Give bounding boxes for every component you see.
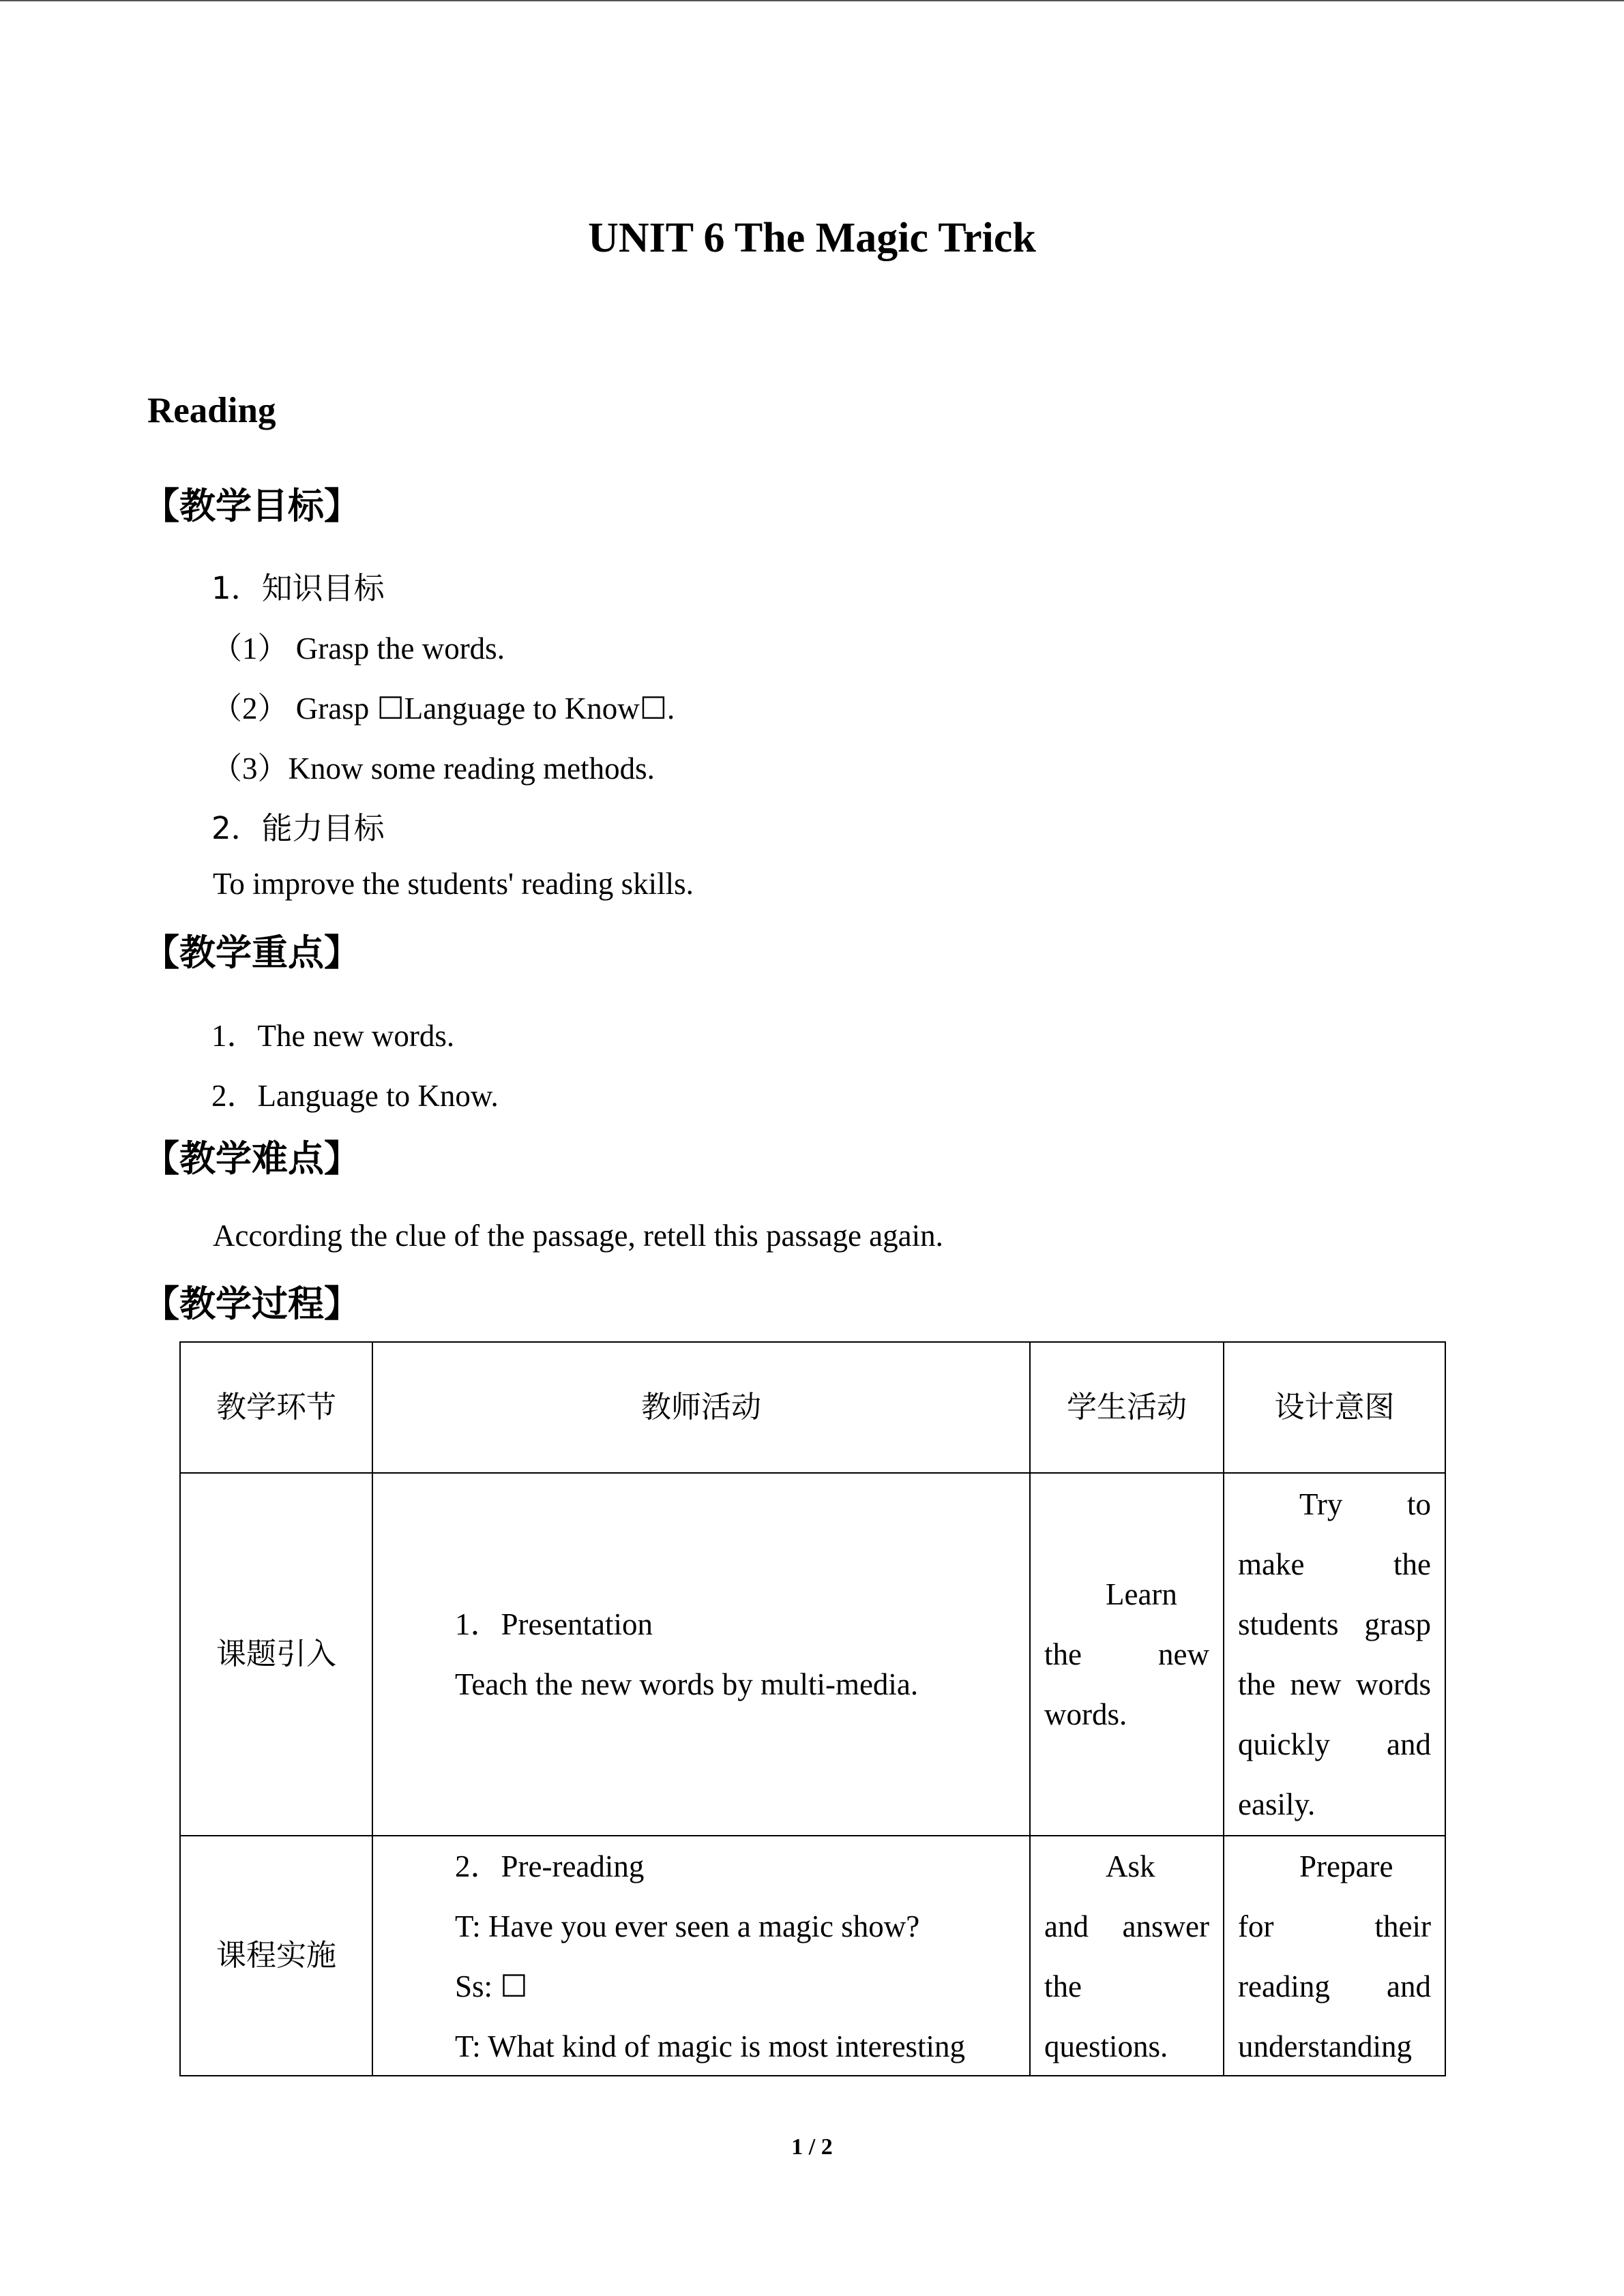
student-activity-cell	[1030, 1473, 1224, 1836]
heading-objectives: 【教学目标】	[143, 486, 360, 527]
student-line: words.	[1044, 1697, 1127, 1731]
purpose-line: the new words	[1238, 1667, 1431, 1701]
purpose-line: understanding	[1238, 2029, 1412, 2063]
process-table	[179, 1341, 1446, 2076]
student-line: the new	[1044, 1637, 1209, 1671]
heading-process: 【教学过程】	[143, 1283, 360, 1325]
stage-cell: 课题引入	[180, 1473, 372, 1836]
purpose-line: for their	[1238, 1909, 1431, 1943]
header-student-activity: 学生活动	[1030, 1342, 1224, 1473]
teacher-line: T: What kind of magic is most interesting	[455, 2029, 966, 2063]
key-point-2: 2．Language to Know.	[211, 1079, 499, 1113]
section-subtitle: Reading	[147, 391, 276, 430]
header-teacher-activity: 教师活动	[372, 1342, 1030, 1473]
objective-sub-2: （2） Grasp ☐Language to Know☐.	[211, 691, 675, 726]
purpose-line: students grasp	[1238, 1607, 1431, 1641]
difficulty-text: According the clue of the passage, retell this passage again.	[213, 1219, 943, 1253]
student-line: and answer	[1044, 1909, 1209, 1943]
design-purpose-cell	[1224, 1836, 1445, 2076]
table-header-row	[180, 1342, 1445, 1473]
header-design-purpose: 设计意图	[1224, 1342, 1445, 1473]
purpose-line: Try to	[1299, 1487, 1431, 1521]
purpose-line: quickly and	[1238, 1727, 1431, 1761]
student-line: Learn	[1106, 1577, 1177, 1611]
document-title: UNIT 6 The Magic Trick	[588, 215, 1036, 261]
teacher-line: Teach the new words by multi-media.	[455, 1667, 919, 1701]
heading-difficulties: 【教学难点】	[143, 1138, 360, 1180]
objective-item-2: 2．能力目标	[211, 810, 385, 846]
page-number: 1 / 2	[791, 2134, 833, 2160]
student-line: the	[1044, 1969, 1082, 2003]
page-top-border	[0, 0, 1624, 1]
student-activity-cell	[1030, 1836, 1224, 2076]
stage-cell: 课程实施	[180, 1836, 372, 2076]
header-stage: 教学环节	[180, 1342, 372, 1473]
heading-key-points: 【教学重点】	[143, 932, 360, 974]
teacher-line: 2．Pre-reading	[455, 1849, 645, 1883]
key-point-1: 1．The new words.	[211, 1019, 455, 1053]
objective-item-1: 1．知识目标	[211, 570, 385, 606]
table-row	[180, 1836, 1445, 2076]
objective-sub-3: （3）Know some reading methods.	[211, 751, 655, 786]
purpose-line: make the	[1238, 1547, 1431, 1581]
table-row	[180, 1473, 1445, 1836]
design-purpose-cell	[1224, 1473, 1445, 1836]
purpose-line: reading and	[1238, 1969, 1431, 2003]
teacher-line: 1．Presentation	[455, 1607, 653, 1641]
teacher-activity-cell	[372, 1836, 1030, 2076]
purpose-line: Prepare	[1299, 1849, 1393, 1883]
student-line: Ask	[1106, 1849, 1155, 1883]
teacher-line: Ss: ☐	[455, 1969, 528, 2003]
ability-text: To improve the students' reading skills.	[213, 867, 694, 901]
teacher-activity-cell	[372, 1473, 1030, 1836]
objective-sub-1: （1） Grasp the words.	[211, 631, 505, 666]
purpose-line: easily.	[1238, 1787, 1316, 1821]
student-line: questions.	[1044, 2029, 1168, 2063]
teacher-line: T: Have you ever seen a magic show?	[455, 1909, 920, 1943]
